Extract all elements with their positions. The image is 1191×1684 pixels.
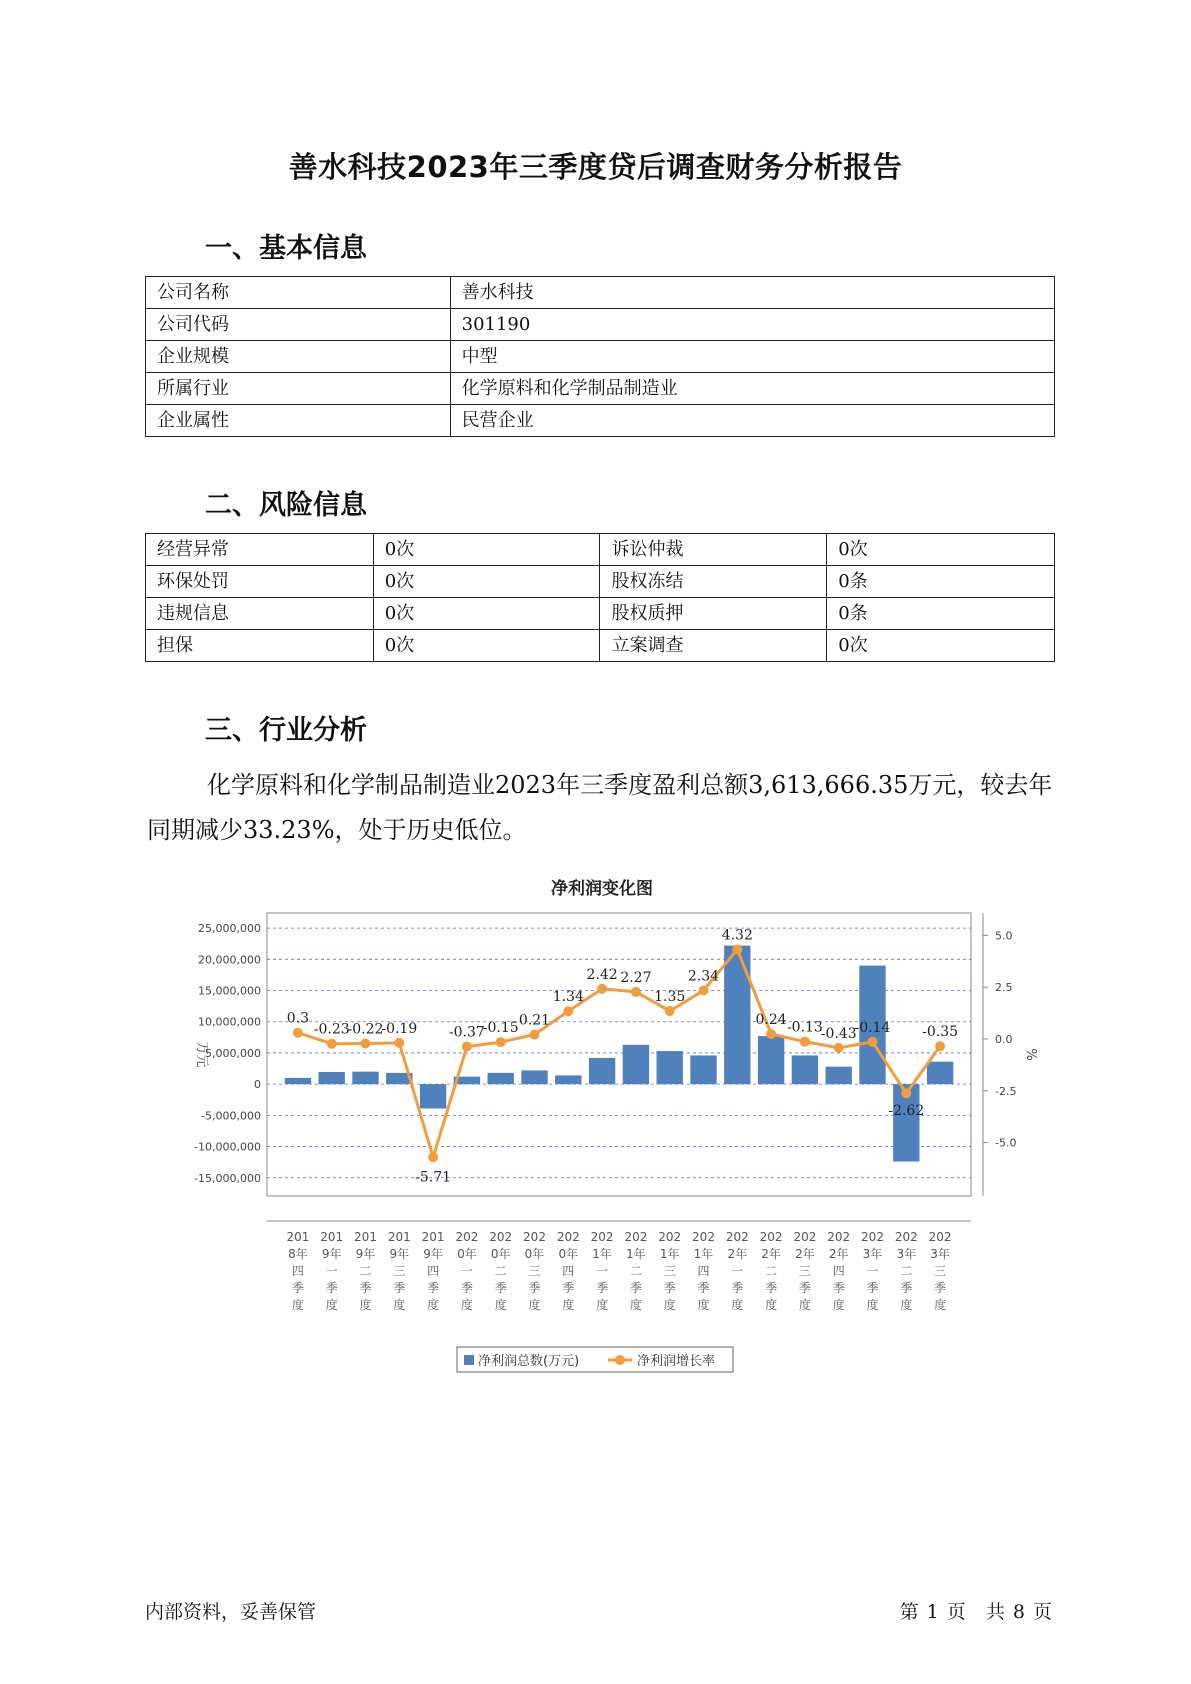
- footer-page-info: [896, 1597, 1056, 1624]
- risk-value: 0条: [827, 598, 1055, 630]
- y2-tick-label: 2.5: [995, 981, 1013, 995]
- industry-analysis-text: [147, 763, 1057, 853]
- x-tick-label: 202 1年四季度: [692, 1230, 715, 1312]
- page-suffix: 页: [946, 1601, 966, 1623]
- data-label: -0.37: [448, 1024, 485, 1041]
- growth-point: [834, 1043, 844, 1053]
- y-tick-label: 10,000,000: [198, 1015, 261, 1029]
- net-profit-chart: [180, 870, 1038, 1369]
- page-prefix: 第: [899, 1601, 919, 1623]
- basic-info-label: 企业规模: [146, 341, 451, 373]
- bar: [521, 1070, 547, 1084]
- bar: [420, 1084, 446, 1108]
- data-label: 0.3: [286, 1010, 310, 1027]
- x-tick-label: 201 9年三季度: [387, 1230, 411, 1312]
- legend-bar-label: 净利润总数(万元): [478, 1354, 580, 1369]
- growth-point: [901, 1088, 911, 1098]
- y-tick-label: 25,000,000: [198, 922, 261, 936]
- legend-line-marker: [615, 1355, 625, 1365]
- total-suffix: 页: [1032, 1601, 1052, 1623]
- total-prefix: 共: [985, 1601, 1005, 1623]
- bar: [555, 1075, 581, 1084]
- y2-tick-label: 0.0: [995, 1032, 1013, 1046]
- report-title: 善水科技2023年三季度贷后调查财务分析报告: [288, 150, 903, 184]
- y-tick-label: -10,000,000: [194, 1140, 261, 1154]
- x-tick-label: 202 0年三季度: [523, 1230, 546, 1312]
- growth-point: [428, 1152, 438, 1162]
- y2-axis-label: %: [1023, 1048, 1038, 1061]
- data-label: 1.35: [654, 988, 686, 1005]
- x-tick-label: 202 2年二季度: [759, 1230, 783, 1312]
- data-label: -0.43: [820, 1025, 857, 1042]
- growth-point: [394, 1038, 404, 1048]
- risk-value: 0次: [373, 598, 600, 630]
- x-tick-label: 202 0年一季度: [455, 1230, 479, 1312]
- bar: [792, 1055, 818, 1084]
- y2-tick-label: -2.5: [995, 1084, 1017, 1098]
- risk-info-row: [146, 630, 1055, 662]
- growth-point: [597, 984, 607, 994]
- section-heading-basic: 一、基本信息: [205, 233, 367, 264]
- basic-info-value: 化学原料和化学制品制造业: [450, 373, 1054, 405]
- basic-info-label: 公司代码: [146, 309, 451, 341]
- growth-point: [665, 1006, 675, 1016]
- growth-point: [935, 1041, 945, 1051]
- legend-bar-swatch: [464, 1355, 474, 1365]
- data-label: 2.27: [620, 969, 652, 986]
- growth-point: [327, 1039, 337, 1049]
- basic-info-row: [146, 341, 1055, 373]
- risk-label: 违规信息: [146, 598, 374, 630]
- growth-point: [563, 1006, 573, 1016]
- risk-value: 0次: [827, 630, 1055, 662]
- growth-point: [800, 1037, 810, 1047]
- bar: [826, 1067, 852, 1084]
- risk-label: 股权冻结: [600, 566, 827, 598]
- data-label: 0.24: [755, 1011, 787, 1028]
- y-axis-label: 万元: [194, 1041, 209, 1068]
- growth-point: [699, 985, 709, 995]
- data-label: -2.62: [888, 1103, 925, 1120]
- section-heading-risk: 二、风险信息: [205, 490, 367, 521]
- basic-info-label: 公司名称: [146, 277, 451, 309]
- growth-point: [732, 944, 742, 954]
- growth-point: [530, 1030, 540, 1040]
- footer-confidential: 内部资料，妥善保管: [145, 1601, 317, 1623]
- bar: [927, 1062, 953, 1084]
- data-label: -0.13: [786, 1019, 823, 1036]
- x-tick-label: 202 2年四季度: [827, 1230, 851, 1312]
- chart-title: 净利润变化图: [551, 879, 653, 899]
- x-tick-label: 202 1年二季度: [624, 1230, 648, 1312]
- data-label: 4.32: [721, 927, 753, 944]
- growth-point: [293, 1028, 303, 1038]
- risk-label: 股权质押: [600, 598, 827, 630]
- risk-value: 0次: [373, 534, 600, 566]
- x-tick-label: 201 9年四季度: [421, 1230, 445, 1312]
- data-label: 1.34: [552, 989, 584, 1006]
- risk-value: 0次: [827, 534, 1055, 566]
- risk-info-row: [146, 598, 1055, 630]
- x-tick-label: 201 9年一季度: [320, 1230, 344, 1312]
- basic-info-label: 企业属性: [146, 405, 451, 437]
- bar: [352, 1072, 378, 1084]
- risk-label: 诉讼仲裁: [600, 534, 827, 566]
- data-label: -5.71: [415, 1169, 452, 1186]
- bar: [319, 1072, 345, 1084]
- x-tick-label: 202 2年三季度: [793, 1230, 817, 1312]
- bar: [724, 946, 750, 1085]
- industry-paragraph: 化学原料和化学制品制造业2023年三季度盈利总额3,613,666.35万元，较去年同期减少33.23%，处于历史低位。: [147, 771, 1053, 844]
- bar: [657, 1051, 683, 1084]
- x-tick-label: 201 9年二季度: [354, 1230, 377, 1312]
- legend-line-label: 净利润增长率: [637, 1354, 716, 1369]
- basic-info-value: 民营企业: [450, 405, 1054, 437]
- x-tick-label: 201 8年四季度: [286, 1230, 310, 1312]
- y2-tick-label: -5.0: [995, 1136, 1017, 1150]
- basic-info-table: [145, 276, 1055, 437]
- growth-point: [496, 1037, 506, 1047]
- bar: [758, 1036, 784, 1084]
- risk-label: 经营异常: [146, 534, 374, 566]
- data-label: 0.21: [518, 1012, 551, 1029]
- risk-value: 0次: [373, 630, 600, 662]
- bar: [690, 1055, 716, 1084]
- basic-info-value: 善水科技: [450, 277, 1054, 309]
- basic-info-row: [146, 373, 1055, 405]
- growth-point: [766, 1029, 776, 1039]
- basic-info-value: 301190: [450, 309, 1054, 341]
- basic-info-label: 所属行业: [146, 373, 451, 405]
- risk-label: 环保处罚: [146, 566, 374, 598]
- bar: [285, 1078, 311, 1084]
- y-tick-label: 20,000,000: [198, 953, 261, 967]
- data-label: -0.35: [922, 1024, 959, 1041]
- data-label: 2.42: [586, 966, 618, 983]
- data-label: -0.15: [482, 1020, 519, 1037]
- growth-point: [868, 1037, 878, 1047]
- risk-info-row: [146, 566, 1055, 598]
- growth-point: [631, 987, 641, 997]
- basic-info-row: [146, 405, 1055, 437]
- x-tick-label: 202 1年一季度: [590, 1230, 614, 1312]
- basic-info-row: [146, 309, 1055, 341]
- bar: [589, 1058, 615, 1084]
- x-tick-label: 202 0年四季度: [556, 1230, 580, 1312]
- x-tick-label: 202 2年一季度: [725, 1230, 749, 1312]
- growth-point: [462, 1042, 472, 1052]
- total-pages: 8: [1012, 1601, 1025, 1623]
- bar: [488, 1073, 514, 1084]
- data-label: -0.23: [313, 1021, 350, 1038]
- y-tick-label: -5,000,000: [201, 1109, 261, 1123]
- x-tick-label: 202 3年一季度: [861, 1230, 884, 1312]
- risk-info-row: [146, 534, 1055, 566]
- y2-tick-label: 5.0: [995, 929, 1013, 943]
- x-tick-label: 202 3年二季度: [894, 1230, 918, 1312]
- data-label: -0.14: [854, 1019, 891, 1036]
- data-label: -0.22: [347, 1021, 384, 1038]
- y-tick-label: -15,000,000: [194, 1171, 261, 1185]
- basic-info-row: [146, 277, 1055, 309]
- risk-value: 0条: [827, 566, 1055, 598]
- risk-label: 立案调查: [600, 630, 827, 662]
- page-number: 1: [926, 1601, 939, 1623]
- risk-value: 0次: [373, 566, 600, 598]
- x-tick-label: 202 0年二季度: [489, 1230, 513, 1312]
- y-tick-label: 0: [254, 1078, 261, 1092]
- data-label: 2.34: [687, 968, 720, 985]
- basic-info-value: 中型: [450, 341, 1054, 373]
- x-tick-label: 202 3年三季度: [928, 1230, 952, 1312]
- growth-point: [361, 1039, 371, 1049]
- y-tick-label: 5,000,000: [205, 1046, 261, 1060]
- x-tick-label: 202 1年三季度: [658, 1230, 682, 1312]
- section-heading-industry: 三、行业分析: [205, 715, 367, 746]
- data-label: -0.19: [381, 1020, 418, 1037]
- risk-label: 担保: [146, 630, 374, 662]
- bar: [623, 1045, 649, 1084]
- growth-line: [298, 949, 940, 1157]
- y-tick-label: 15,000,000: [198, 984, 261, 998]
- risk-info-table: [145, 533, 1055, 662]
